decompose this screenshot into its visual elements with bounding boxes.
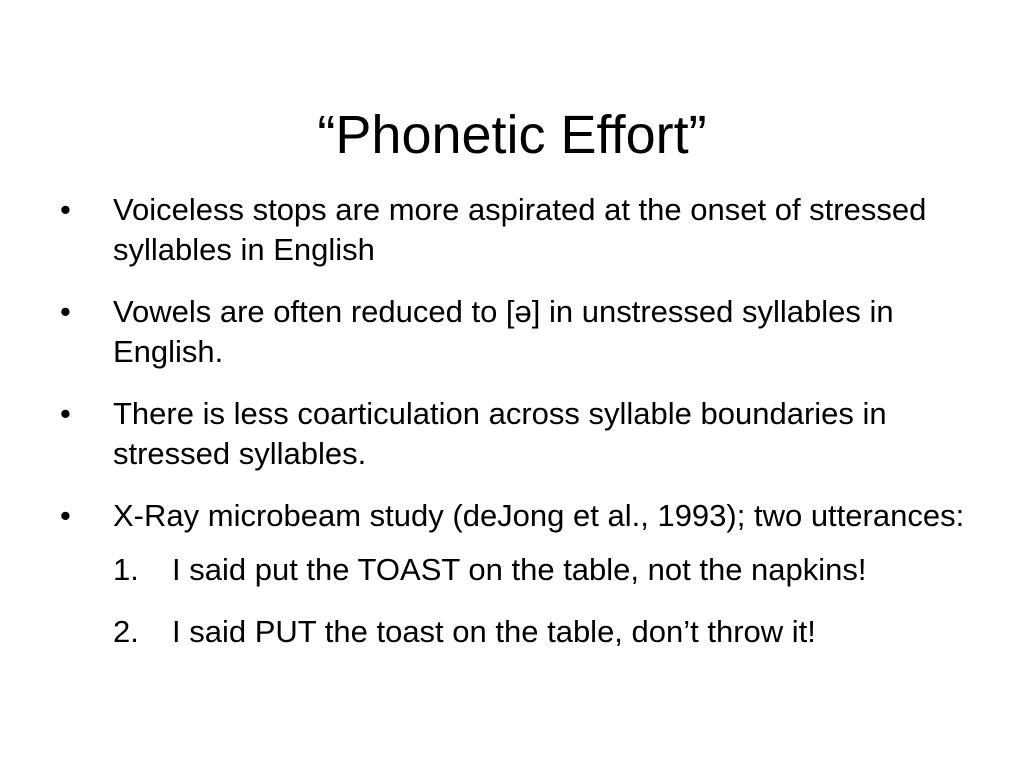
utterance-text: I said PUT the toast on the table, don’t throw it! [172, 614, 816, 649]
bullet-item-xray-study [60, 496, 980, 652]
bullet-icon: • [60, 294, 71, 329]
bullet-text: Vowels are often reduced to [ə] in unstressed syllables in English. [113, 294, 894, 369]
slide-title: “Phonetic Effort” [317, 105, 707, 165]
bullet-text: There is less coarticulation across syllable boundaries in stressed syllables. [113, 396, 887, 471]
utterance-list [113, 550, 980, 652]
utterance-item [113, 550, 980, 590]
bullet-item-coarticulation [60, 394, 980, 474]
bullet-icon: • [60, 396, 71, 431]
bullet-list [60, 190, 980, 674]
bullet-text: X-Ray microbeam study (deJong et al., 1993); two utterances: [113, 498, 965, 533]
utterance-number: 1. [113, 552, 139, 587]
utterance-item [113, 612, 980, 652]
bullet-text: Voiceless stops are more aspirated at the onset of stressed syllables in English [113, 192, 927, 267]
bullet-icon: • [60, 192, 71, 227]
bullet-item-aspiration [60, 190, 980, 270]
bullet-item-vowel-reduction [60, 292, 980, 372]
utterance-number: 2. [113, 614, 139, 649]
bullet-icon: • [60, 498, 71, 533]
utterance-text: I said put the TOAST on the table, not the napkins! [172, 552, 867, 587]
